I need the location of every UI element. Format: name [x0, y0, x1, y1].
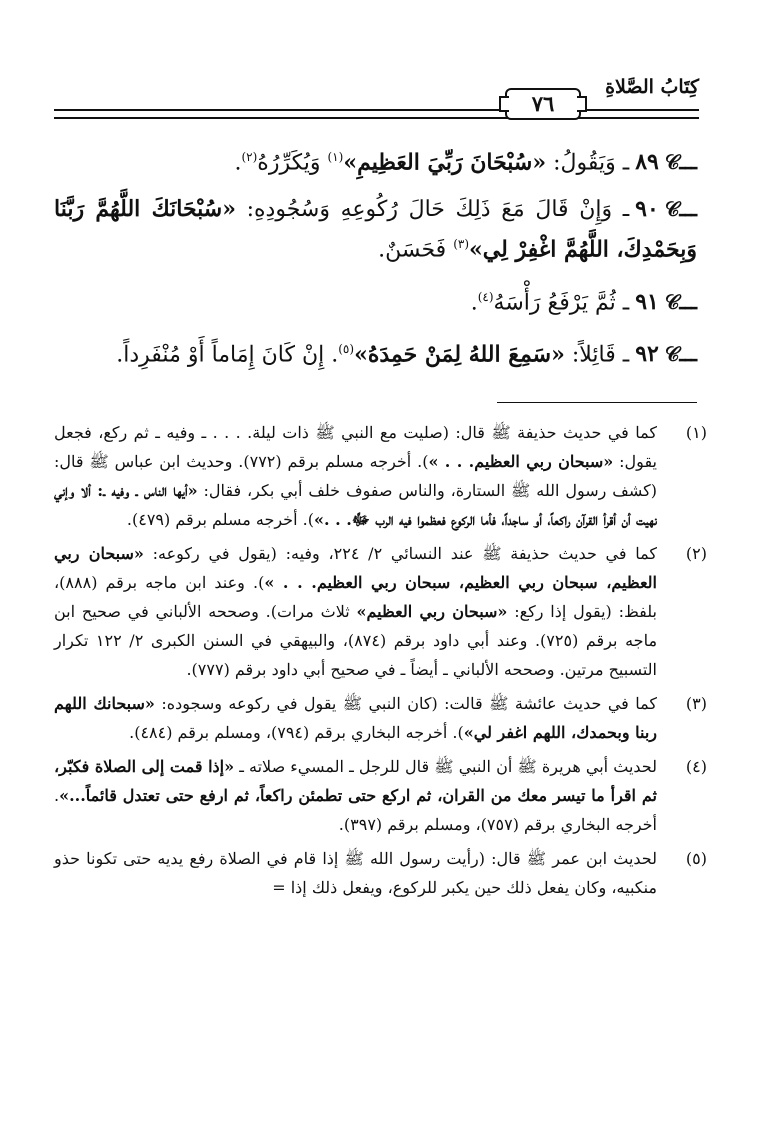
numbered-item [54, 140, 697, 180]
footnote-ref: (٤) [477, 289, 494, 304]
footnote [54, 752, 707, 839]
footnote-text [54, 539, 657, 684]
footnote-quote: «سبحان ربي العظيم» [356, 602, 508, 621]
footnote-segment: ثلاث مرات). وصححه الألباني في صحيح ابن ماجه برقم (٧٢٥). وعند أبي داود برقم (٨٧٤)، والبيهقي في السنن الكبرى ٢/ ١٢٢ تكرار التسبيح مرتين. وصححه الألباني ـ أيضاً ـ في صحيح أبي داود برقم (٧٧٧). [54, 602, 658, 679]
footnote-text [54, 752, 657, 839]
footnote-number: (١) [685, 423, 707, 442]
footnote-quote: «إذا قمت إلى الصلاة فكبّر، ثم اقرأ ما تيسر معك من القران، ثم اركع حتى تطمئن راكعاً، ثم ارفع حتى تعتدل قائماً...» [54, 757, 657, 805]
footnote-quote: «سبحان ربي العظيم. . . » [428, 452, 614, 471]
footnote-ref: (١) [327, 150, 344, 164]
item-text: . [116, 342, 124, 368]
footnote [54, 418, 707, 534]
footnote-separator [497, 402, 697, 403]
item-text: ـ وَيَقُولُ: [546, 150, 630, 176]
footnote-quote: «سبحان ربي العظيم، سبحان ربي العظيم، سبحان ربي العظيم. . . » [54, 544, 657, 592]
page-number: ٧٦ [505, 88, 581, 120]
item-quote: «سُبْحَانَكَ اللَّهُمَّ رَبَّنَا وَبِحَمْدِكَ، اللَّهُمَّ اغْفِرْ لِي» [54, 196, 697, 263]
footnote-segment: . أخرجه البخاري برقم (٧٥٧)، ومسلم برقم (٣٩٧). [54, 786, 657, 834]
header-rule-right [591, 109, 699, 119]
item-text: . إِنْ كَانَ إِمَاماً أَوْ مُنْفَرِداً [123, 342, 339, 368]
item-text: ـ ثُمَّ يَرْفَعُ رَأْسَهُ [493, 289, 630, 315]
footnote-segment: ). وعند ابن ماجه برقم (٨٨٨)، بلفظ: (يقول إذا ركع: [54, 573, 658, 621]
numbered-item [54, 332, 697, 372]
footnote-segment: كما في حديث حذيفة ﷺ قال: (صليت مع النبي ﷺ ذات ليلة. . . . ـ وفيه ـ ثم ركع، فجعل يقول: [54, 423, 657, 471]
footnote [54, 539, 707, 684]
footnotes [54, 418, 707, 907]
footnote-quote: «سبحانك اللهم ربنا وبحمدك، اللهم اغفر لي» [54, 694, 657, 742]
item-text: . [470, 289, 478, 315]
item-text: . [234, 150, 242, 176]
item-number: ٩٠ [635, 196, 659, 223]
footnote-number: (٥) [685, 849, 707, 868]
item-text: ـ وَإِنْ قَالَ مَعَ ذَلِكَ حَالَ رُكُوعِهِ وَسُجُودِهِ: [235, 197, 630, 223]
footnote-segment: لحديث ابن عمر ﷺ قال: (رأيت رسول الله ﷺ إذا قام في الصلاة رفع يديه حتى تكونا حذو منكبيه، وكان يفعل ذلك حين يكبر للركوع، ويفعل ذلك إذا = [54, 849, 657, 897]
footnote-number: (٤) [685, 757, 707, 776]
footnote-ref: (٣) [453, 237, 470, 252]
item-text: ـ قَائِلاً: [564, 342, 630, 368]
item-text: وَيُكَرِّرُهُ [257, 150, 328, 176]
footnote-number: (٢) [685, 544, 707, 563]
footnote [54, 844, 707, 902]
item-marker: ـــ𝒞 [664, 342, 697, 367]
footnote-text [54, 844, 657, 902]
footnote-ref: (٢) [241, 150, 258, 164]
footnote-text [54, 689, 657, 747]
numbered-item [54, 192, 697, 267]
page-header [54, 74, 699, 124]
item-text: فَحَسَنٌ. [378, 237, 454, 263]
item-marker: ـــ𝒞 [664, 289, 697, 314]
item-number: ٩١ [635, 288, 659, 315]
footnote [54, 689, 707, 747]
item-marker: ـــ𝒞 [664, 197, 697, 222]
footnote-segment: لحديث أبي هريرة ﷺ أن النبي ﷺ قال للرجل ـ المسيء صلاته ـ [234, 757, 658, 776]
item-number: ٨٩ [635, 149, 659, 176]
footnote-segment: كما في حديث عائشة ﷺ قالت: (كان النبي ﷺ يقول في ركوعه وسجوده: [154, 694, 657, 713]
item-number: ٩٢ [635, 341, 659, 368]
footnote-segment: ). أخرجه البخاري برقم (٧٩٤)، ومسلم برقم (٤٨٤). [129, 723, 464, 742]
footnote-segment: ). أخرجه مسلم برقم (٧٧٢). وحديث ابن عباس ﷺ قال: (كشف رسول الله ﷺ الستارة، والناس صفوف خلف أبي بكر، فقال: [54, 452, 658, 500]
footnote-number: (٣) [685, 694, 707, 713]
item-marker: ـــ𝒞 [664, 150, 697, 175]
numbered-item [54, 280, 697, 320]
item-quote: «سُبْحَانَ رَبِّيَ العَظِيمِ» [343, 149, 547, 176]
footnote-segment: كما في حديث حذيفة ﷺ عند النسائي ٢/ ٢٢٤، وفيه: (يقول في ركوعه: [143, 544, 658, 563]
footnote-ref: (٥) [338, 341, 355, 356]
item-quote: «سَمِعَ اللهُ لِمَنْ حَمِدَهُ» [354, 341, 565, 368]
footnote-text [54, 418, 657, 534]
book-title: كِتَابُ الصَّلاةِ [605, 76, 699, 98]
main-text [54, 140, 697, 384]
footnote-quote: «أيها الناس ـ وفيه ـ: ألا وإني نهيت أن أقرأ القرآن راكعاً، أو ساجداً، فأما الركوع فعظموا فيه الرب ﷻ. . .» [54, 481, 657, 529]
footnote-segment: ). أخرجه مسلم برقم (٤٧٩). [126, 510, 314, 529]
